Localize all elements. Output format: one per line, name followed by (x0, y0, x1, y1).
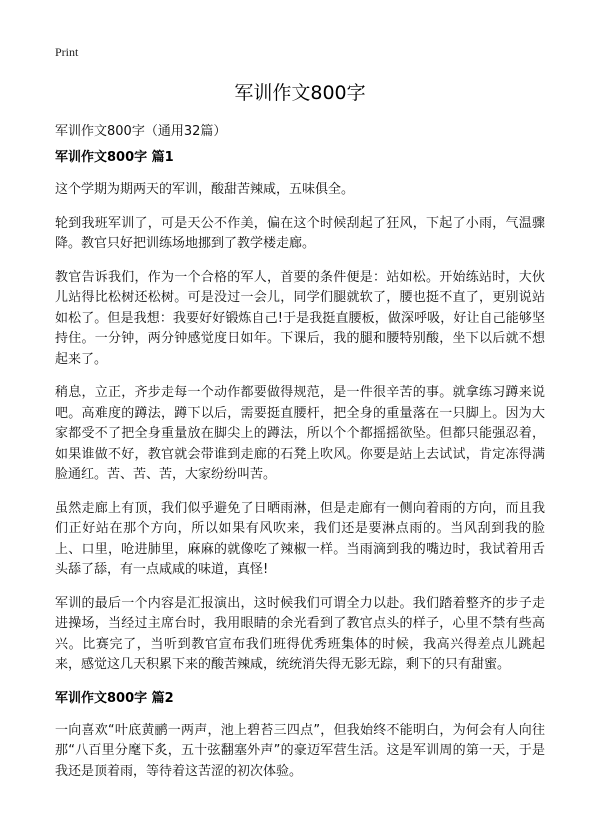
section-2 (55, 689, 545, 783)
paragraph: 轮到我班军训了，可是天公不作美，偏在这个时候刮起了狂风，下起了小雨，气温骤降。教官只好把训练场地挪到了教学楼走廊。 (55, 215, 545, 251)
paragraph: 军训的最后一个内容是汇报演出，这时候我们可谓全力以赴。我们踏着整齐的步子走进操场，当经过主席台时，我用眼睛的余光看到了教官点头的样子，心里不禁有些高兴。比赛完了，当听到教官宣布我们班得优秀班集体的时候，我高兴得差点儿跳起来，感觉这几天积累下来的酸苦辣咸，统统消失得无影无踪，剩下的只有甜蜜。 (55, 595, 545, 672)
document-title: 军训作文800字 (234, 82, 366, 104)
paragraph: 稍息，立正，齐步走每一个动作都要做得规范，是一件很辛苦的事。就拿练习蹲来说吧。高难度的蹲法，蹲下以后，需要挺直腰杆，把全身的重量落在一只脚上。因为大家都受不了把全身重量放在脚尖上的蹲法，所以个个都摇摇欲坠。但都只能强忍着，如果谁做不好，教官就会带谁到走廊的石凳上吹风。你要是站上去试试，肯定冻得满脸通红。苦、苦、苦，大家纷纷叫苦。 (55, 385, 545, 482)
paragraph: 虽然走廊上有顶，我们似乎避免了日晒雨淋，但是走廊有一侧向着雨的方向，而且我们正好站在那个方向，所以如果有风吹来，我们还是要淋点雨的。当风刮到我的脸上、口里，呛进肺里，麻麻的就像吃了辣椒一样。当雨滴到我的嘴边时，我试着用舌头舔了舔，有一点咸咸的味道，真怪! (55, 500, 545, 577)
section-1 (55, 148, 545, 676)
document-subtitle: 军训作文800字（通用32篇） (55, 124, 227, 139)
print-label: Print (55, 45, 79, 59)
section-heading: 军训作文800字 篇1 (55, 150, 174, 165)
paragraph: 这个学期为期两天的军训，酸甜苦辣咸，五味俱全。 (55, 182, 355, 197)
section-heading: 军训作文800字 篇2 (55, 690, 174, 706)
paragraph: 一向喜欢“叶底黄鹂一两声，池上碧苔三四点”，但我始终不能明白，为何会有人向往那“八百里分麾下炙，五十弦翻塞外声”的豪迈军营生活。这是军训周的第一天，于是我还是顶着雨，等待着这苦涩的初次体验。 (55, 722, 545, 779)
paragraph: 教官告诉我们，作为一个合格的军人，首要的条件便是：站如松。开始练站时，大伙儿站得比松树还松树。可是没过一会儿，同学们腿就软了，腰也挺不直了，更别说站如松了。但是我想：我要好好锻炼自己!于是我挺直腰板，做深呼吸，好让自己能够坚持住。一分钟，两分钟感觉度日如年。下课后，我的腿和腰特别酸，坐下以后就不想起来了。 (55, 269, 545, 367)
document-content (55, 148, 545, 795)
